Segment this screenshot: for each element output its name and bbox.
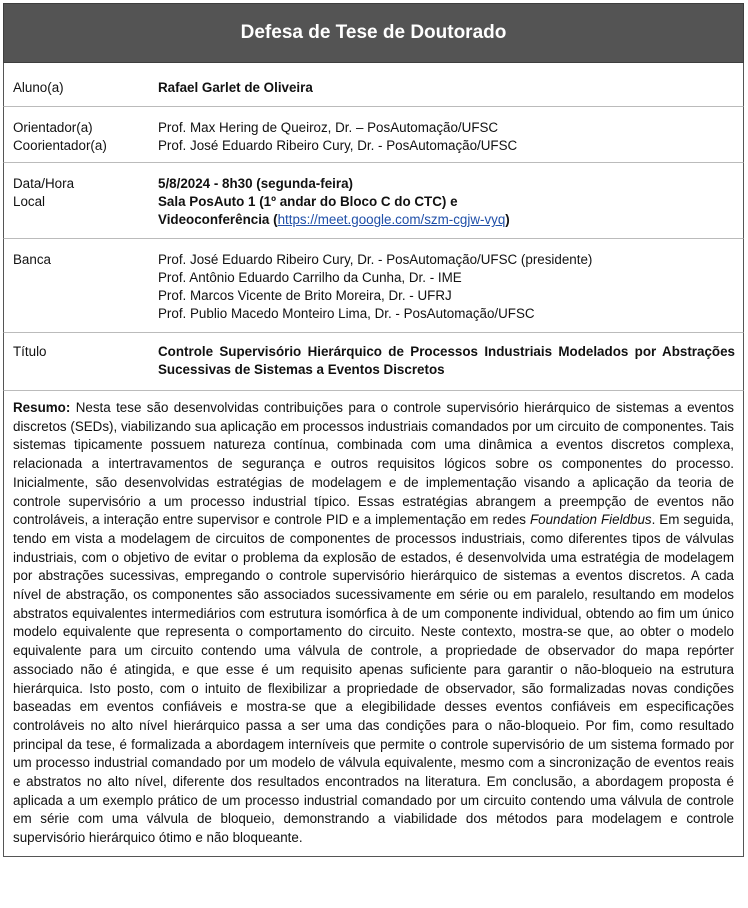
datetime-values (158, 175, 735, 229)
committee-member: Prof. José Eduardo Ribeiro Cury, Dr. - PosAutomação/UFSC (presidente) (158, 252, 593, 267)
meeting-link[interactable]: https://meet.google.com/szm-cgjw-vyq (277, 212, 506, 227)
videoconference (158, 211, 735, 229)
location: Sala PosAuto 1 (1º andar do Bloco C do CTC) e (158, 194, 458, 209)
advisor-label: Orientador(a) (13, 120, 93, 135)
advisors-row (3, 107, 744, 163)
page-title: Defesa de Tese de Doutorado (3, 3, 744, 63)
committee-label: Banca (13, 252, 51, 267)
location-label: Local (13, 194, 46, 209)
video-suffix: ) (505, 212, 510, 227)
committee-member: Prof. Publio Macedo Monteiro Lima, Dr. - PosAutomação/UFSC (158, 306, 535, 321)
title-row (3, 333, 744, 391)
datetime-row (3, 163, 744, 239)
student-row (3, 63, 744, 107)
video-prefix: Videoconferência ( (158, 212, 278, 227)
committee-list (158, 251, 735, 323)
abstract-text: . Em seguida, tendo em vista a modelagem de circuitos de componentes de processos industriais, como diferentes tipos de válvulas industriais, com o objetivo de evitar o problema da explosão de estados, é desenvolvida uma estratégia de modelagem por abstrações sucessivas, empregando o controle supervisório hierárquico de sistemas a eventos discretos. A cada nível de abstração, os componentes são associados sucessivamente em série ou em paralelo, resultando em modelos abstratos equivalentes intermediários com estrutura isomórfica à de um componente individual, obtendo ao fim um único modelo equivalente que representa o comportamento do circuito. Neste contexto, mostra-se que, ao obter o modelo equivalente para um circuito contendo uma válvula de controle, a propriedade de observador do mapa repórter associado não é atingida, e que esse é um requisito apenas suficiente para garantir o não-bloqueio na estrutura hierárquica. Isto posto, com o intuito de flexibilizar a propriedade de observador, são formalizadas novas condições baseadas em eventos confiáveis e mostra-se que a elegibilidade desses eventos confiáveis em especificações controláveis no alto nível hierárquico passa a ser uma das condições para o não-bloqueio. Por fim, como resultado principal da tese, é formalizada a abordagem interníveis que permite o controle supervisório de um sistema formado por um processo industrial comandado por um modelo de válvula equivalente, mesmo com a sincronização de eventos reais e abstratos no alto nível, diferente dos resultados encontrados na literatura. Em conclusão, a abordagem proposta é aplicada a um exemplo prático de um processo industrial comandado por um circuito contendo uma válvula de controle em série com uma válvula de bloqueio, demonstrando a viabilidade dos métodos para modelagem e controle supervisório hierárquico ótimo e não bloqueante. (13, 512, 734, 846)
student-name: Rafael Garlet de Oliveira (158, 80, 313, 95)
coadvisor-label: Coorientador(a) (13, 138, 107, 153)
datetime-label: Data/Hora (13, 176, 75, 191)
date-time: 5/8/2024 - 8h30 (segunda-feira) (158, 176, 353, 191)
committee-row (3, 239, 744, 333)
abstract-text: Nesta tese são desenvolvidas contribuições para o controle supervisório hierárquico de sistemas a eventos discretos (SEDs), viabilizando sua aplicação em processos industriais comandados por um circuito de componentes. Tais sistemas tipicamente possuem natureza contínua, combinada com uma dinâmica a eventos discretos complexa, relacionada a intertravamentos de segurança e outros requisitos lógicos sobre os componentes do processo. Inicialmente, são desenvolvidas estratégias de modelagem e de implementação visando a aplicação da teoria de controle supervisório a um processo industrial típico. Essas estratégias abrangem a preempção de eventos não controláveis, a interação entre supervisor e controle PID e a implementação em redes (13, 400, 734, 528)
abstract-italic-term: Foundation Fieldbus (529, 512, 652, 528)
datetime-labels (13, 175, 74, 211)
title-label: Título (13, 344, 47, 359)
advisor-labels (13, 119, 107, 155)
coadvisor-name: Prof. José Eduardo Ribeiro Cury, Dr. - PosAutomação/UFSC (158, 138, 518, 153)
abstract (3, 391, 744, 857)
defense-announcement (3, 3, 744, 857)
abstract-label: Resumo: (13, 400, 71, 415)
committee-member: Prof. Antônio Eduardo Carrilho da Cunha, Dr. - IME (158, 270, 462, 285)
committee-member: Prof. Marcos Vicente de Brito Moreira, Dr. - UFRJ (158, 288, 452, 303)
advisor-values (158, 119, 735, 155)
thesis-title: Controle Supervisório Hierárquico de Processos Industriais Modelados por Abstrações Sucessivas de Sistemas a Eventos Discretos (158, 344, 735, 377)
student-label: Aluno(a) (13, 80, 64, 95)
advisor-name: Prof. Max Hering de Queiroz, Dr. – PosAutomação/UFSC (158, 120, 499, 135)
